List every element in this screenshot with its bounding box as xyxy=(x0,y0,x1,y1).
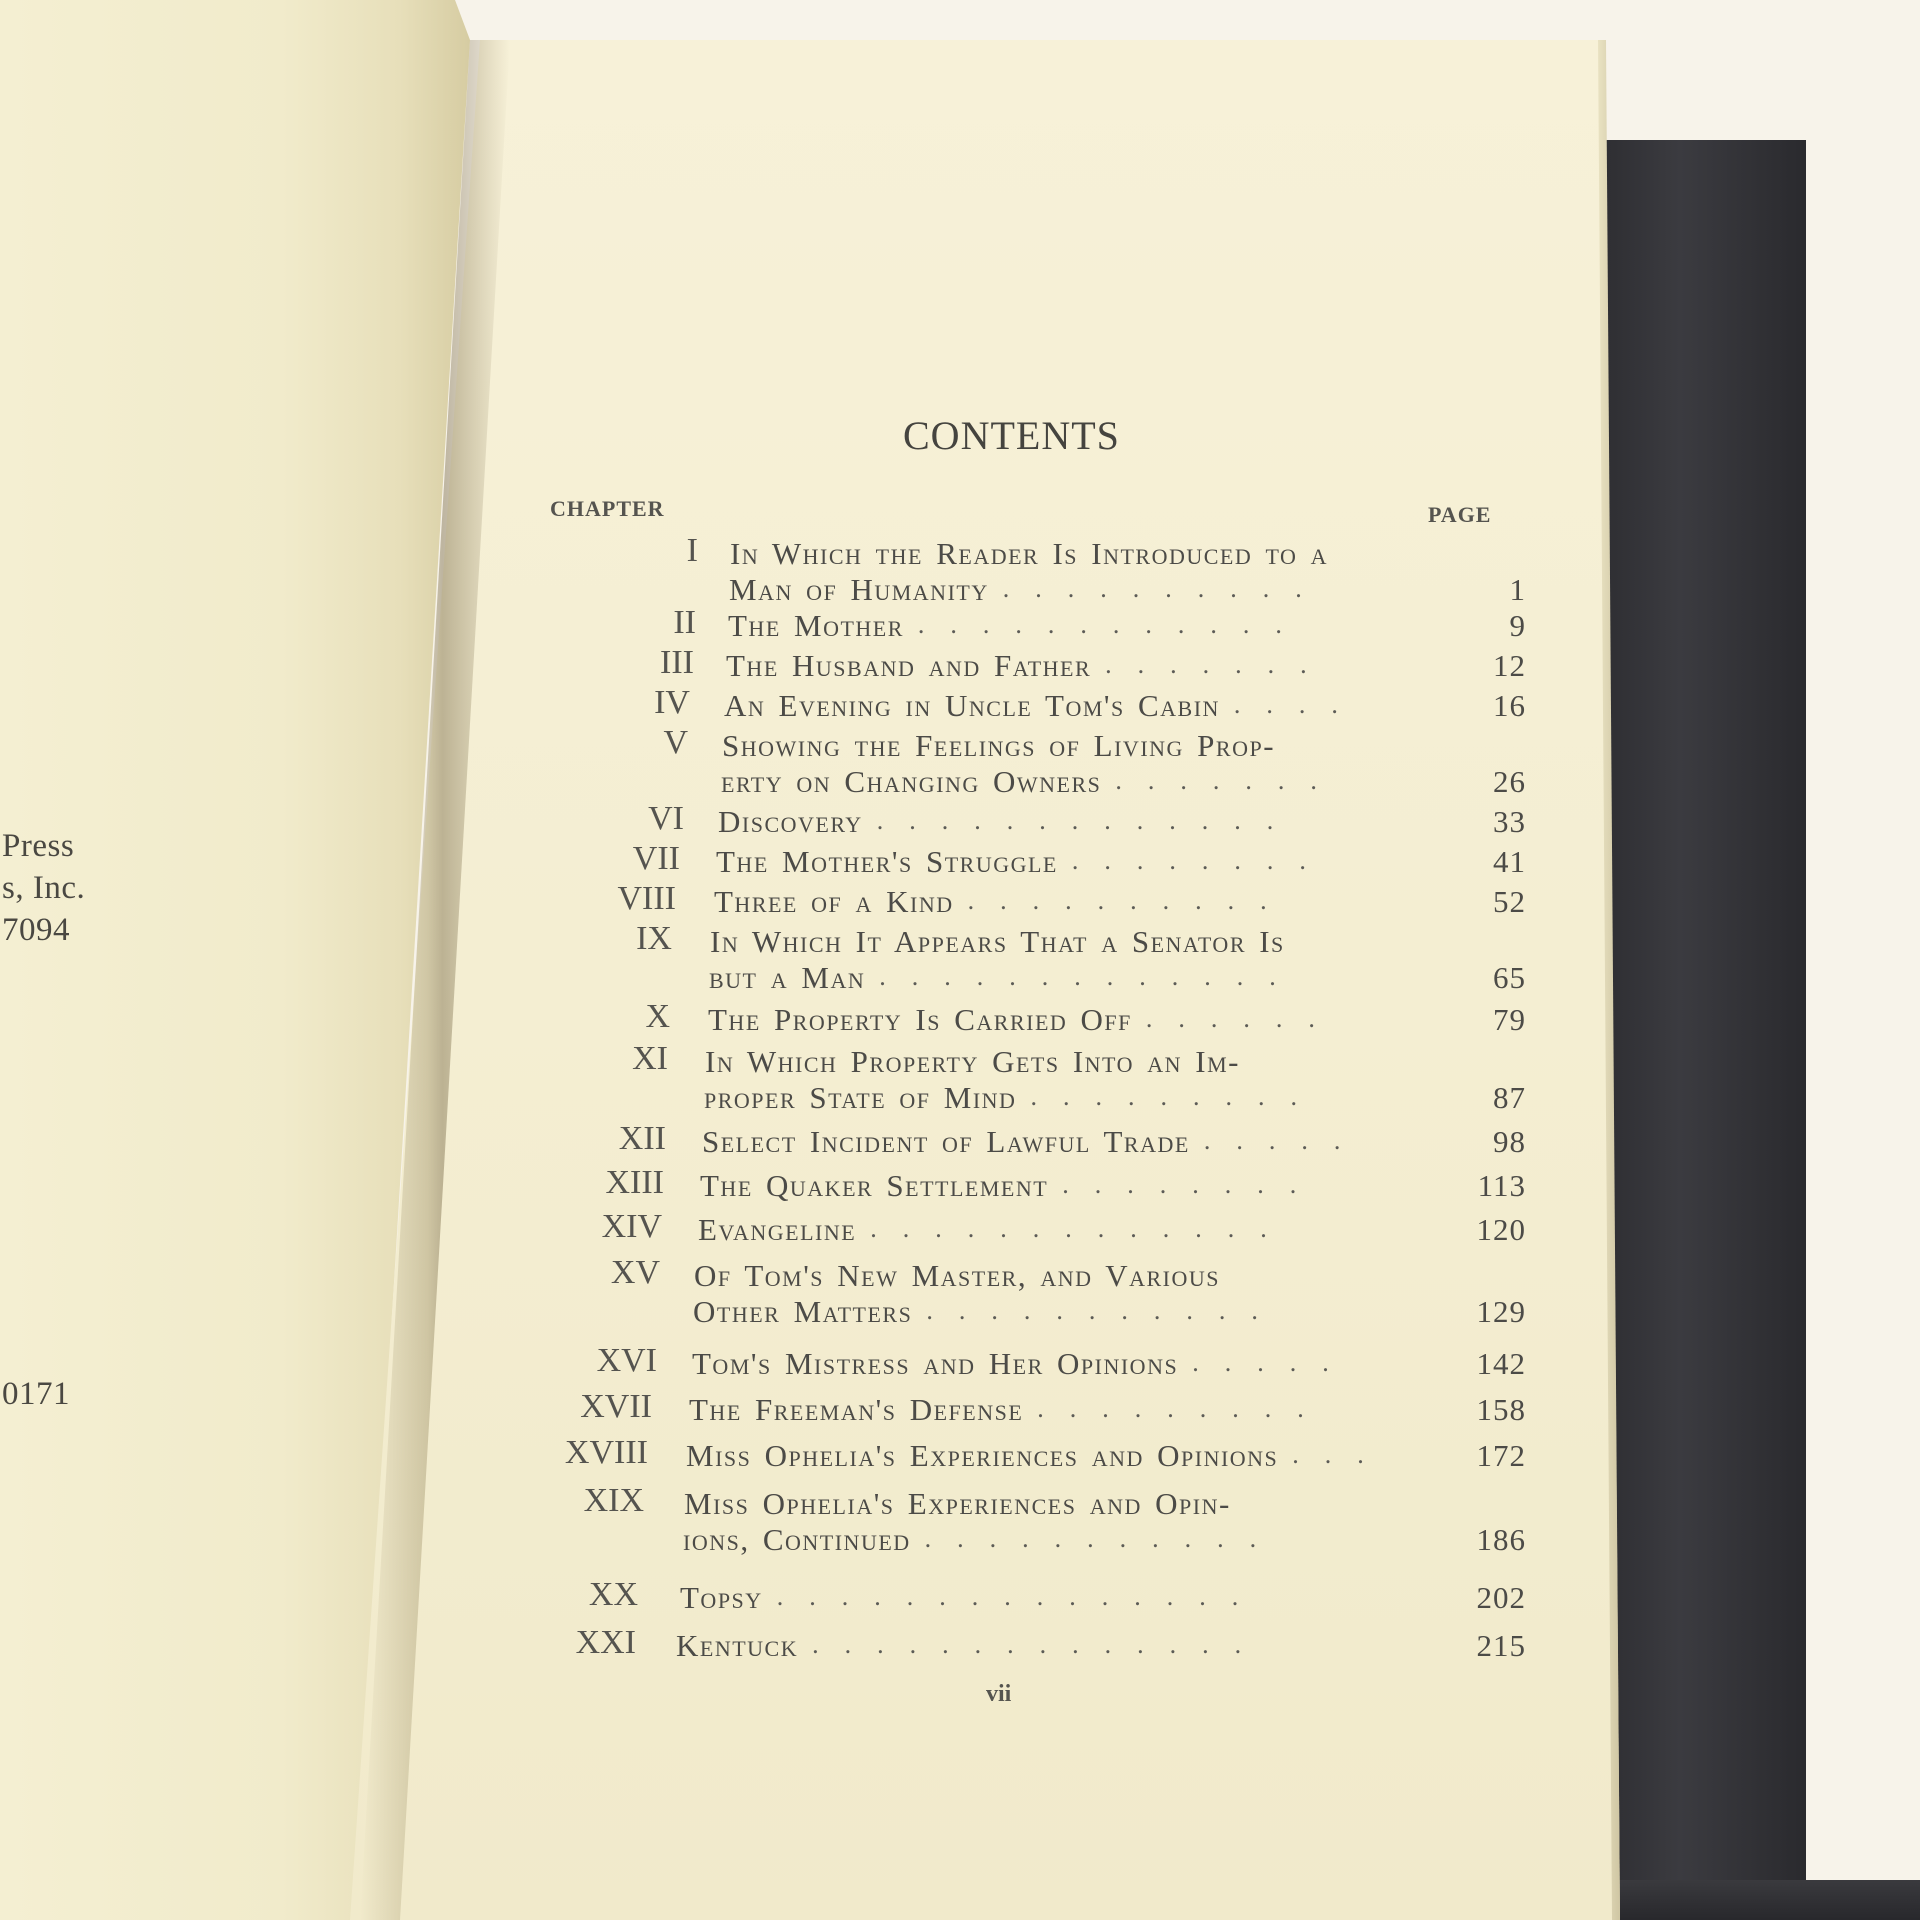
chapter-number: XIII xyxy=(605,1164,664,1201)
chapter-title-line: The Mother xyxy=(728,608,904,643)
chapter-title-line: Topsy xyxy=(680,1580,763,1615)
chapter-number: XXI xyxy=(575,1624,636,1661)
chapter-title-line: Other Matters xyxy=(693,1294,913,1329)
page-number: 172 xyxy=(1476,1438,1526,1473)
leader-dots: ... xyxy=(1292,1440,1390,1469)
chapter-number: VIII xyxy=(617,880,676,917)
leader-dots: ......... xyxy=(1030,1082,1323,1111)
chapter-number: XVI xyxy=(596,1342,657,1379)
page-number: 16 xyxy=(1493,688,1526,723)
chapter-number: II xyxy=(673,604,696,641)
page-number: 65 xyxy=(1493,960,1526,995)
leader-dots: .......... xyxy=(1002,574,1328,603)
chapter-title-line: Three of a Kind xyxy=(714,884,954,919)
chapter-title-line: Man of Humanity xyxy=(729,572,989,607)
page-number: 215 xyxy=(1476,1628,1526,1663)
page-number: 202 xyxy=(1476,1580,1526,1615)
chapter-title-line: In Which Property Gets Into an Im- xyxy=(705,1044,1240,1079)
leader-dots: .............. xyxy=(812,1630,1268,1659)
leader-dots: ............. xyxy=(879,962,1302,991)
chapter-number: XVII xyxy=(580,1388,652,1425)
chapter-title-line: In Which It Appears That a Senator Is xyxy=(710,924,1285,959)
chapter-number: VI xyxy=(648,800,684,837)
page-number: 79 xyxy=(1493,1002,1526,1037)
chapter-number: III xyxy=(660,644,694,681)
chapter-title-line: The Mother's Struggle xyxy=(716,844,1058,879)
chapter-number: I xyxy=(686,532,698,569)
page-number: 186 xyxy=(1476,1522,1526,1557)
chapter-title-line: Evangeline xyxy=(698,1212,857,1247)
leader-dots: .......... xyxy=(967,886,1293,915)
leader-dots: ............... xyxy=(776,1582,1265,1611)
left-page-text-7094: 7094 xyxy=(2,912,70,948)
chapter-number: IV xyxy=(654,684,690,721)
leader-dots: ............. xyxy=(876,806,1300,835)
leader-dots: ...... xyxy=(1145,1004,1341,1033)
page-number: 52 xyxy=(1493,884,1526,919)
page-number: 129 xyxy=(1476,1294,1526,1329)
chapter-number: IX xyxy=(636,920,672,957)
chapter-title-line: An Evening in Uncle Tom's Cabin xyxy=(724,688,1220,723)
chapter-number: XV xyxy=(610,1254,660,1291)
page-number: 120 xyxy=(1476,1212,1526,1247)
leader-dots: ............ xyxy=(917,610,1308,639)
chapter-title-line: Discovery xyxy=(718,804,863,839)
chapter-title-line: but a Man xyxy=(709,960,866,995)
chapter-title-line: The Quaker Settlement xyxy=(700,1168,1049,1203)
chapter-number: X xyxy=(645,998,670,1035)
chapter-title-line: Select Incident of Lawful Trade xyxy=(702,1124,1190,1159)
page-number: 9 xyxy=(1509,608,1526,643)
chapter-number: XIV xyxy=(601,1208,662,1245)
page-number: 158 xyxy=(1476,1392,1526,1427)
page-number: 113 xyxy=(1477,1168,1526,1203)
left-page-text-inc: s, Inc. xyxy=(2,870,86,906)
page-number: 26 xyxy=(1493,764,1526,799)
page-number: 12 xyxy=(1493,648,1526,683)
chapter-title-line: In Which the Reader Is Introduced to a xyxy=(730,536,1329,571)
leader-dots: ........ xyxy=(1071,846,1332,875)
leader-dots: ........... xyxy=(926,1296,1284,1325)
chapter-title-line: erty on Changing Owners xyxy=(721,764,1102,799)
page-number: 142 xyxy=(1476,1346,1526,1381)
page-number: 41 xyxy=(1493,844,1526,879)
page-number: 98 xyxy=(1493,1124,1526,1159)
leader-dots: ........ xyxy=(1062,1170,1323,1199)
leader-dots: ............. xyxy=(870,1214,1293,1243)
left-page-text-press: Press xyxy=(2,828,75,864)
chapter-title-line: proper State of Mind xyxy=(704,1080,1017,1115)
leader-dots: ....... xyxy=(1115,766,1343,795)
chapter-title-line: Tom's Mistress and Her Opinions xyxy=(692,1346,1179,1381)
chapter-title-line: Miss Ophelia's Experiences and Opinions xyxy=(686,1438,1279,1473)
page-column-header: PAGE xyxy=(1428,502,1492,527)
leader-dots: .... xyxy=(1233,690,1364,719)
page-number: 87 xyxy=(1493,1080,1526,1115)
leader-dots: ..... xyxy=(1203,1126,1367,1155)
leader-dots: ....... xyxy=(1105,650,1333,679)
left-page-text-0171: 0171 xyxy=(2,1376,70,1412)
chapter-number: XI xyxy=(632,1040,668,1077)
leader-dots: ..... xyxy=(1192,1348,1355,1377)
chapter-column-header: CHAPTER xyxy=(550,496,665,521)
chapter-title-line: ions, Continued xyxy=(683,1522,911,1557)
chapter-title-line: Of Tom's New Master, and Various xyxy=(694,1258,1220,1293)
chapter-title-line: Kentuck xyxy=(676,1628,799,1663)
chapter-number: VII xyxy=(632,840,680,877)
chapter-number: XIX xyxy=(583,1482,644,1519)
page-number: 33 xyxy=(1493,804,1526,839)
chapter-title-line: The Husband and Father xyxy=(726,648,1092,683)
chapter-number: V xyxy=(663,724,688,761)
chapter-number: XII xyxy=(618,1120,666,1157)
page-folio: vii xyxy=(986,1681,1012,1707)
page-number: 1 xyxy=(1509,572,1526,607)
chapter-number: XX xyxy=(588,1576,638,1613)
chapter-title-line: The Property Is Carried Off xyxy=(708,1002,1132,1037)
leader-dots: ........... xyxy=(924,1524,1283,1553)
chapter-title-line: Miss Ophelia's Experiences and Opin- xyxy=(684,1486,1231,1521)
chapter-title-line: The Freeman's Defense xyxy=(689,1392,1024,1427)
contents-title: CONTENTS xyxy=(903,413,1120,458)
chapter-number: XVIII xyxy=(564,1434,648,1471)
chapter-title-line: Showing the Feelings of Living Prop- xyxy=(722,728,1276,763)
leader-dots: ......... xyxy=(1037,1394,1330,1423)
